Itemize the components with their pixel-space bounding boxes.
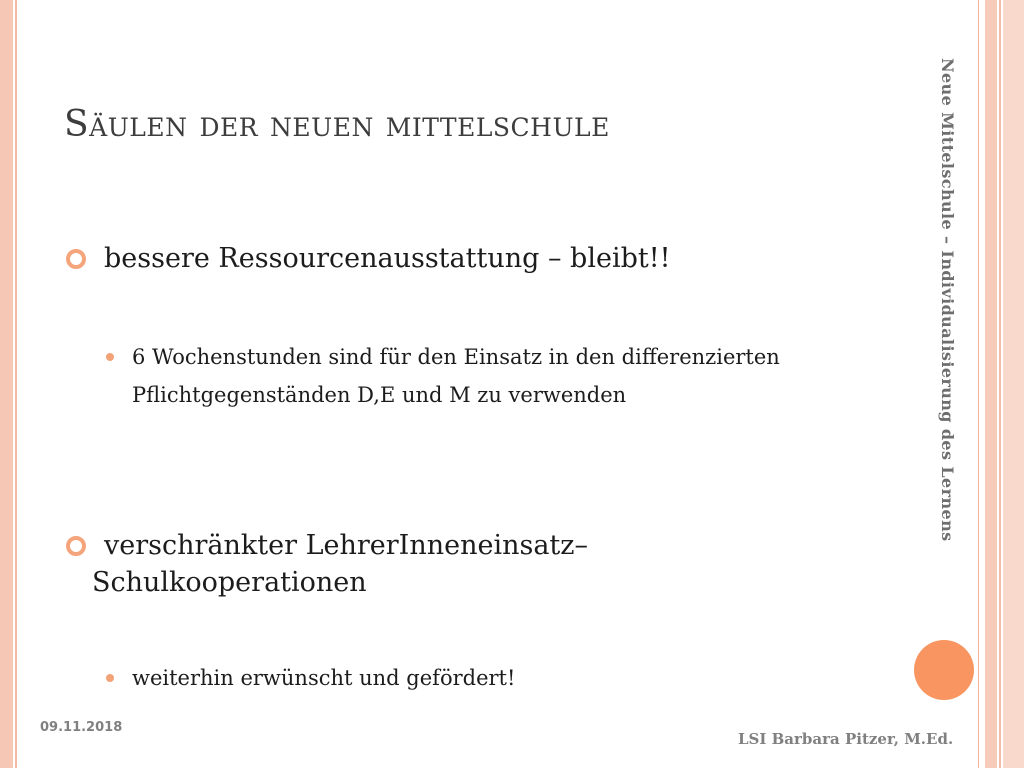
- sub-bullet-text: weiterhin erwünscht und gefördert!: [132, 666, 516, 690]
- slide-date: 09.11.2018: [40, 720, 123, 735]
- left-frame-line: [15, 0, 17, 768]
- right-frame-outer-band: [1003, 0, 1024, 768]
- slide-title: Säulen der neuen mittelschule: [64, 104, 610, 145]
- right-frame-line: [978, 0, 979, 768]
- bullet-dot-icon: [106, 353, 114, 361]
- left-frame-band: [0, 0, 13, 768]
- bullet-dot-icon: [106, 674, 114, 682]
- accent-circle: [914, 640, 974, 700]
- bullet-text: bessere Ressourcenausstattung – bleibt!!: [104, 243, 671, 274]
- right-frame-band: [985, 0, 997, 768]
- side-label: Neue Mittelschule – Individualisierung des Lernens: [938, 58, 957, 542]
- bullet-ring-icon: [66, 249, 86, 269]
- slide-author: LSI Barbara Pitzer, M.Ed.: [738, 730, 954, 748]
- bullet-ring-icon: [66, 536, 86, 556]
- sub-bullet-text: 6 Wochenstunden sind für den Einsatz in den differenzierten Pflichtgegenständen D,E und M zu verwenden: [132, 345, 780, 407]
- bullet-text: verschränkter LehrerInneneinsatz– Schulkooperationen: [92, 530, 589, 598]
- right-frame-line-2: [999, 0, 1001, 768]
